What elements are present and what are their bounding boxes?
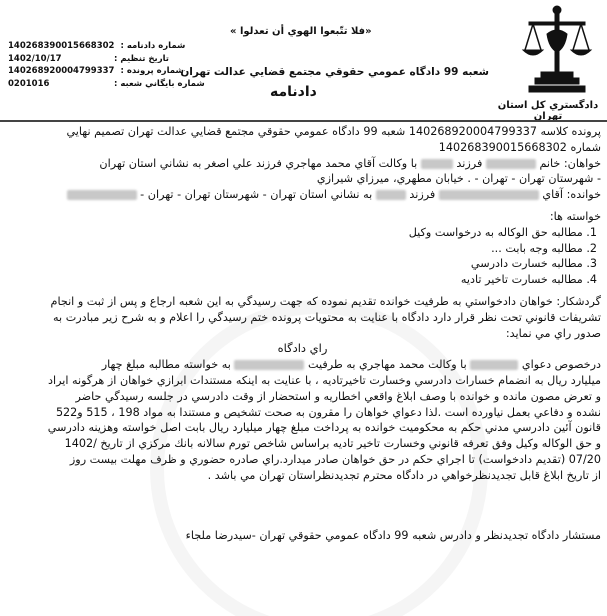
meta-key: تاريخ تنظيم : <box>114 53 169 64</box>
ruling-line: قانون آئين دادرسي مدني حكم به محكوميت خوانده به پرداخت مبلغ چهار ميليارد ريال بابت اصل خواسته وهزينه دادرسي <box>47 421 601 435</box>
judiciary-scales-emblem-icon <box>521 4 593 96</box>
ruling-line: 07/20 (تقديم دادخواست) تا اجراي حكم در حق خواهان صادر ميدارد.راي صادره حضوري و ظرف مهلت بيست روز <box>69 452 601 466</box>
plaintiff-label: خواهان: خانم <box>539 156 601 170</box>
process-line: تشريفات قانوني تحت نظر قرار دارد دادگاه با عنايت به محتويات پرونده ختم رسيدگي را اعلام و به شرح زير مبادرت به <box>53 310 601 324</box>
case-line: شماره 140268390015668302 <box>438 140 601 154</box>
redacted-name <box>439 190 539 200</box>
claims-title: خواسته ها: <box>549 209 601 223</box>
claim-item: 1. مطالبه حق الوكاله به درخواست وكيل <box>408 225 597 239</box>
meta-value: 140268390015668302 <box>8 41 115 51</box>
redacted-name <box>486 159 536 169</box>
plaintiff-line <box>4 156 601 172</box>
case-line: پرونده كلاسه 140268920004799337 شعبه 99 دادگاه عمومي حقوقي مجتمع قضايي عدالت تهران تصميم نهايي <box>66 125 601 138</box>
meta-key: شماره بايگاني شعبه : <box>114 78 205 89</box>
meta-key: شماره دادنامه : <box>120 41 186 51</box>
plaintiff-details: با وكالت آقاي محمد مهاجري فرزند علي اصغر به نشاني استان تهران <box>99 156 418 170</box>
header-verse: «فلا تتّبعوا الهوي أن تعدلوا » <box>230 26 372 37</box>
ruling-counsel: با وكالت محمد مهاجري به طرفيت <box>308 358 467 372</box>
verdict-body <box>4 124 601 543</box>
document-header <box>0 0 607 122</box>
defendant-line <box>4 187 601 203</box>
ruling-line: ميليارد ريال به انضمام خسارات دادرسي وخسارت تاخيرتاديه ، با عنايت به اينكه مستندات ابرازي خواهان از هرگونه ايراد <box>47 373 601 387</box>
meta-key: شماره پرونده : <box>120 66 184 76</box>
meta-value: 1402/10/17 <box>8 53 62 64</box>
defendant-label: خوانده: آقاي <box>542 188 601 202</box>
meta-row-issue-date <box>8 53 205 66</box>
meta-value: 140268920004799337 <box>8 66 115 76</box>
meta-row-archive-number <box>8 78 205 91</box>
redacted-name <box>421 159 453 169</box>
ruling-line: و حق الوكاله وكيل وفق تعرفه قانوني وخسارت تاخير تاديه براساس شاخص تورم سالانه بانك مركزي از تاريخ /1402 <box>64 437 601 451</box>
meta-value: 0201016 <box>8 78 50 89</box>
redacted-address <box>67 190 137 200</box>
ruling-intro: درخصوص دعواي <box>521 358 601 372</box>
meta-row-case-number <box>8 65 205 78</box>
header-divider <box>0 120 607 122</box>
claim-item: 3. مطالبه خسارت دادرسي <box>470 257 597 271</box>
ruling-line: و تعرض مصون مانده و خوانده با وصف ابلاغ واقعي اخطاريه و استحضار از وقت دادرسي در جلسه رسيدگي حاضر <box>75 389 601 403</box>
plaintiff-address: - شهرستان تهران - تهران - . خيابان مطهري، ميرزاي شيرازي <box>316 172 601 186</box>
redacted-name <box>470 360 518 370</box>
process-line: صدور راي مي نمايد: <box>505 326 601 340</box>
defendant-father-label: فرزند <box>409 188 436 202</box>
process-line: گردشكار: خواهان دادخواستي به طرفيت خوانده تقديم نموده كه جهت رسيدگي به اين شعبه ارجاع و پس از ثبت و انجام <box>50 294 601 308</box>
ruling-line <box>4 357 601 373</box>
redacted-name <box>234 360 304 370</box>
claim-item: 2. مطالبه وجه بابت ... <box>491 241 597 255</box>
meta-row-verdict-number <box>8 40 205 53</box>
judge-signature: مستشار دادگاه تجديدنظر و دادرس شعبه 99 دادگاه عمومي حقوقي تهران -سيدرضا ملجاء <box>185 528 601 542</box>
redacted-name <box>376 190 406 200</box>
claim-item: 4. مطالبه خسارت تاخير تاديه <box>460 273 597 287</box>
defendant-address: به نشاني استان تهران - شهرستان تهران - تهران - <box>140 188 373 202</box>
ruling-line: نشده و دفاعي بعمل نياورده است .لذا دعواي خواهان را مقرون به صحت تشخيص و مستندا به مواد 198 ، 515 و522 <box>55 405 601 419</box>
plaintiff-father-label: فرزند <box>456 156 483 170</box>
ruling-line: از تاريخ ابلاغ قابل تجديدنظرخواهي در دادگاه محترم تجديدنظراستان تهران مي باشد . <box>207 468 601 482</box>
court-name: شعبه 99 دادگاه عمومي حقوقي مجتمع قضايي عدالت تهران <box>180 66 489 78</box>
case-metadata <box>8 40 205 90</box>
ruling-title: راي دادگاه <box>277 341 328 356</box>
ruling-claim: به خواسته مطالبه مبلغ چهار <box>101 358 231 372</box>
judiciary-label: دادگستري كل استان تهران <box>497 100 599 122</box>
document-type-title: دادنامه <box>270 84 317 100</box>
